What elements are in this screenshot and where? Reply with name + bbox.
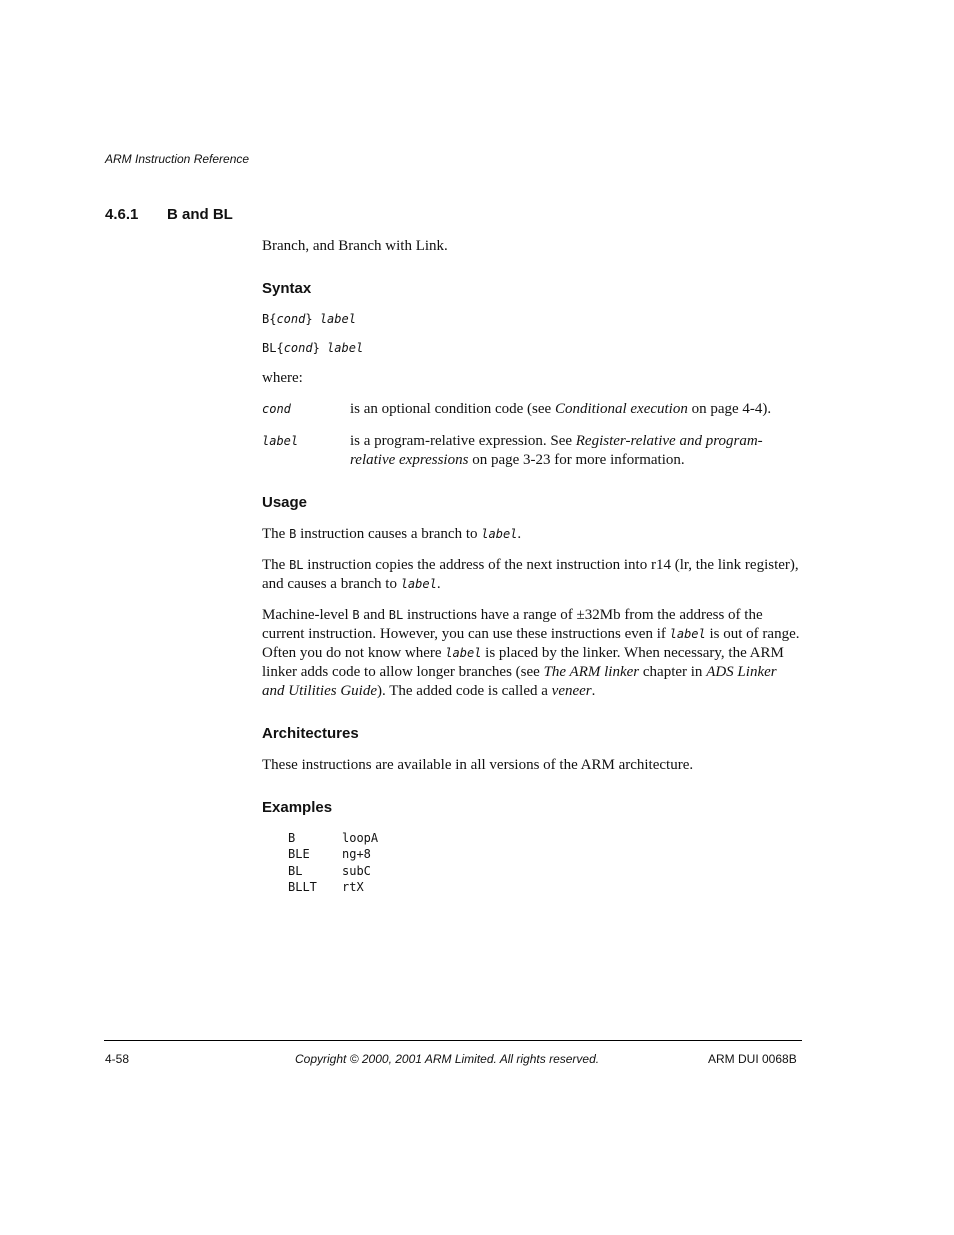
copyright-notice: Copyright © 2000, 2001 ARM Limited. All rights reserved. [295, 1052, 600, 1066]
param-label-description: is a program-relative expression. See Register-relative and program-relative expressions on page 3-23 for more information. [350, 433, 763, 468]
document-id: ARM DUI 0068B [708, 1052, 797, 1066]
xref-ads-linker-guide[interactable]: ADS Linker and Utilities Guide [262, 664, 777, 699]
param-cond-description: is an optional condition code (see Conditional execution on page 4-4). [350, 401, 772, 417]
running-header: ARM Instruction Reference [105, 152, 250, 166]
xref-conditional-execution[interactable]: Conditional execution [554, 401, 688, 417]
xref-register-relative[interactable]: Register-relative and program-relative expressions [350, 433, 763, 468]
section-number: 4.6.1 [105, 206, 139, 223]
examples-heading: Examples [262, 799, 333, 816]
example-row: B loopA [288, 831, 379, 845]
syntax-line-bl: BL{cond} label [262, 341, 364, 355]
usage-paragraph-2: The BL instruction copies the address of the next instruction into r14 (lr, the link register), and causes a branch to label. [262, 557, 799, 592]
usage-paragraph-3: Machine-level B and BL instructions have a range of ±32Mb from the address of the current instruction. However, you can use these instructions even if label is out of range. Often you do not know where label is placed by the linker. When necessary, the ARM linker adds code to allow longer branches (see The ARM linker chapter in ADS Linker and Utilities Guide). The added code is called a veneer. [262, 607, 800, 699]
example-row: BL subC [288, 864, 371, 878]
where-text: where: [262, 370, 303, 386]
architectures-text: These instructions are available in all versions of the ARM architecture. [262, 757, 694, 773]
example-row: BLE ng+8 [288, 847, 371, 861]
footer-rule [104, 1040, 802, 1041]
param-cond: cond [262, 402, 291, 416]
syntax-heading: Syntax [262, 280, 312, 297]
architectures-heading: Architectures [262, 725, 359, 742]
xref-arm-linker[interactable]: The ARM linker [543, 664, 640, 680]
usage-heading: Usage [262, 494, 308, 511]
section-title: B and BL [167, 206, 233, 223]
syntax-line-b: B{cond} label [262, 312, 356, 326]
page-number: 4-58 [105, 1052, 130, 1066]
section-intro: Branch, and Branch with Link. [262, 238, 448, 254]
param-label: label [262, 434, 299, 448]
usage-paragraph-1: The B instruction causes a branch to label. [262, 526, 522, 542]
example-row: BLLT rtX [288, 880, 364, 894]
